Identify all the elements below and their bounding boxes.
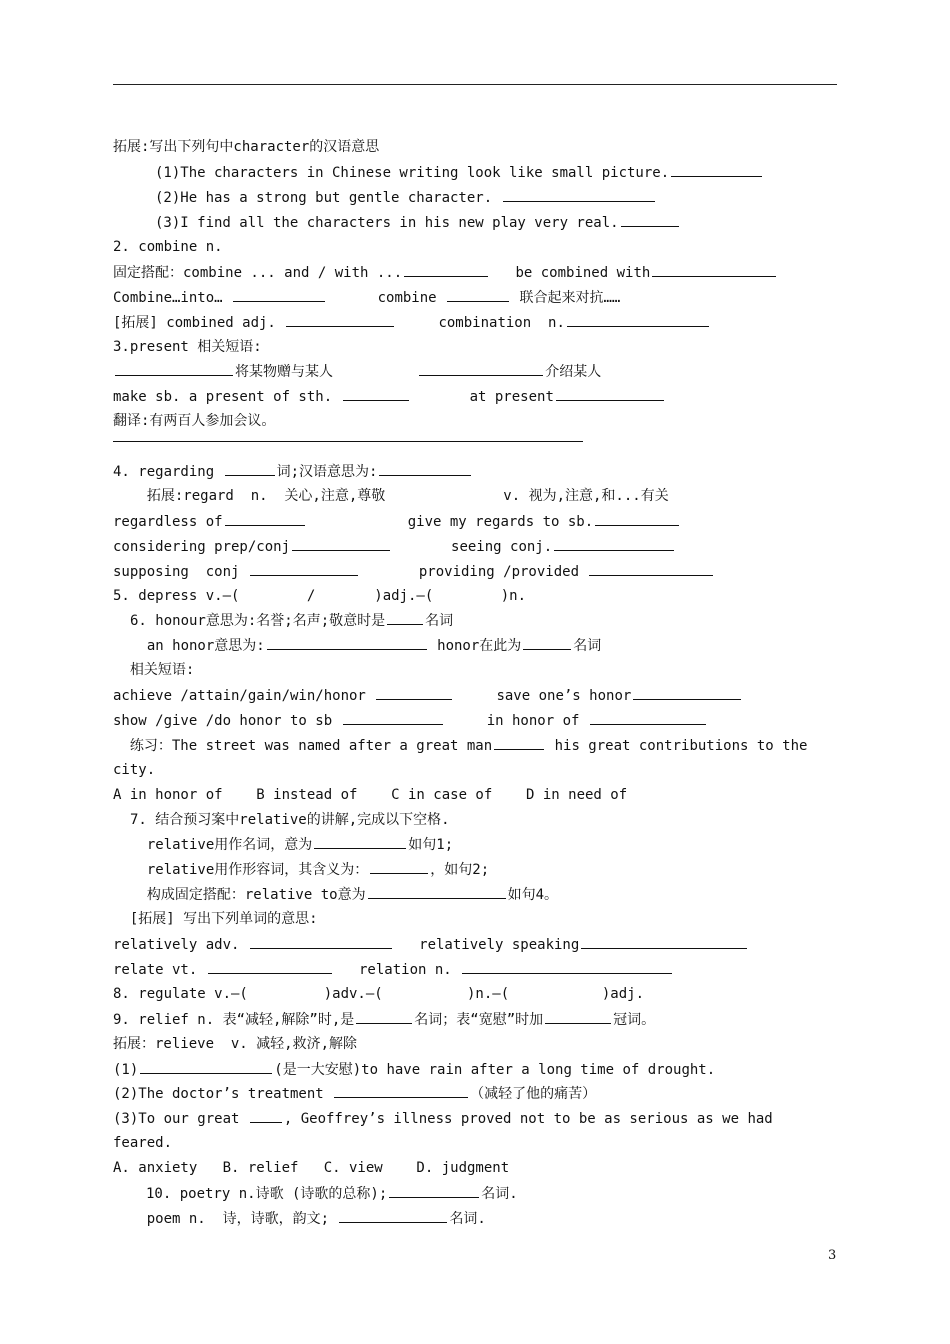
- line-text: 构成固定搭配：relative to意为: [130, 887, 366, 903]
- answer-blank[interactable]: [250, 561, 358, 576]
- worksheet-line: [155, 212, 681, 232]
- page-number: 3: [828, 1248, 837, 1263]
- worksheet-line: [130, 635, 601, 655]
- line-text: 5. depress v.—( / )adj.—( )n.: [113, 588, 527, 604]
- line-text: [拓展] 写出下列单词的意思:: [113, 911, 318, 927]
- worksheet-line: [113, 760, 155, 780]
- line-text: give my regards to sb.: [306, 514, 594, 530]
- line-text: providing /provided: [359, 564, 588, 580]
- answer-blank[interactable]: [286, 312, 394, 327]
- line-text: be combined with: [490, 265, 651, 281]
- line-text: relatively adv.: [113, 937, 248, 953]
- answer-blank[interactable]: [370, 859, 428, 874]
- answer-blank[interactable]: [379, 461, 471, 476]
- line-text: combine: [327, 290, 446, 306]
- line-text: (3)To our great: [113, 1111, 248, 1127]
- answer-blank[interactable]: [140, 1059, 272, 1074]
- line-text: 冠词。: [613, 1012, 656, 1028]
- worksheet-line: [130, 884, 558, 904]
- line-text: combination n.: [396, 315, 565, 331]
- answer-blank[interactable]: [494, 735, 544, 750]
- answer-blank[interactable]: [652, 262, 776, 277]
- line-text: 名词；表“宽慰”时加: [414, 1012, 544, 1028]
- worksheet-line: [113, 411, 275, 431]
- line-text: 名词: [425, 613, 454, 629]
- line-text: save one’s honor: [454, 688, 632, 704]
- worksheet-line: [113, 511, 681, 531]
- worksheet-line: [113, 137, 379, 157]
- worksheet-line: [130, 486, 669, 506]
- line-text: 如句4。: [507, 887, 559, 903]
- header-rule: [113, 84, 837, 85]
- answer-blank[interactable]: [343, 710, 443, 725]
- line-text: feared.: [113, 1135, 173, 1151]
- line-text: in honor of: [444, 713, 588, 729]
- line-text: 名词: [573, 638, 602, 654]
- answer-blank[interactable]: [368, 884, 506, 899]
- line-text: A. anxiety B. relief C. view D. judgment: [113, 1160, 510, 1176]
- answer-blank[interactable]: [387, 610, 423, 625]
- worksheet-line: [113, 984, 644, 1004]
- worksheet-line: [155, 187, 657, 207]
- worksheet-line: [113, 909, 318, 929]
- worksheet-line: [113, 386, 666, 406]
- answer-blank[interactable]: [581, 934, 747, 949]
- answer-blank[interactable]: [334, 1083, 468, 1098]
- line-text: regardless of: [113, 514, 223, 530]
- worksheet-line: [146, 1183, 518, 1203]
- answer-blank[interactable]: [389, 1183, 479, 1198]
- line-text: 将某物赠与某人: [235, 364, 418, 380]
- line-text: seeing conj.: [392, 539, 553, 555]
- line-text: show /give /do honor to sb: [113, 713, 341, 729]
- worksheet-line: [130, 834, 453, 854]
- line-text: (3)I find all the characters in his new play very real.: [155, 215, 619, 231]
- line-text: 6. honour意思为:名誉;名声;敬意时是: [130, 613, 386, 629]
- line-text: supposing conj: [113, 564, 248, 580]
- line-text: (2)The doctor’s treatment: [113, 1086, 333, 1102]
- line-text: 如句1;: [408, 837, 454, 853]
- worksheet-line: [113, 312, 711, 332]
- line-text: 3.present 相关短语:: [113, 339, 262, 355]
- answer-blank[interactable]: [590, 710, 706, 725]
- worksheet-line: [113, 337, 262, 357]
- answer-blank[interactable]: [233, 287, 325, 302]
- answer-blank[interactable]: [343, 386, 409, 401]
- line-text: (2)He has a strong but gentle character.: [155, 190, 501, 206]
- line-text: an honor意思为:: [130, 638, 265, 654]
- answer-blank[interactable]: [376, 685, 452, 700]
- worksheet-line: [113, 1034, 357, 1054]
- worksheet-line: [113, 1158, 509, 1178]
- line-text: his great contributions to the: [546, 738, 808, 754]
- line-text: considering prep/conj: [113, 539, 291, 555]
- line-text: 翻译:有两百人参加会议。: [113, 413, 276, 429]
- line-text: 7. 结合预习案中relative的讲解,完成以下空格.: [130, 812, 450, 828]
- line-text: (是一大安慰)to have rain after a long time of drought.: [274, 1062, 716, 1078]
- line-text: relation n.: [333, 962, 461, 978]
- line-text: relatively speaking: [393, 937, 580, 953]
- answer-blank[interactable]: [447, 287, 509, 302]
- worksheet-line: [113, 1133, 172, 1153]
- answer-blank[interactable]: [225, 461, 275, 476]
- answer-blank[interactable]: [267, 635, 427, 650]
- answer-blank[interactable]: [633, 685, 741, 700]
- line-text: make sb. a present of sth.: [113, 389, 341, 405]
- answer-blank[interactable]: [621, 212, 679, 227]
- worksheet-line: [113, 959, 674, 979]
- line-text: achieve /attain/gain/win/honor: [113, 688, 375, 704]
- line-text: (1): [113, 1062, 139, 1078]
- worksheet-line: [130, 859, 489, 879]
- worksheet-line: [113, 1009, 655, 1029]
- worksheet-line: [113, 536, 676, 556]
- line-text: 练习：The street was named after a great man: [113, 738, 493, 754]
- worksheet-line: [113, 1108, 773, 1128]
- worksheet-line: [113, 361, 601, 381]
- worksheet-line: [113, 1208, 486, 1228]
- line-text: ，如句2;: [430, 862, 490, 878]
- answer-blank[interactable]: [523, 635, 571, 650]
- translation-answer-line: [113, 441, 583, 442]
- answer-blank[interactable]: [556, 386, 664, 401]
- answer-blank[interactable]: [462, 959, 672, 974]
- line-text: 拓展:写出下列句中character的汉语意思: [113, 139, 380, 155]
- line-text: 9. relief n. 表“减轻,解除”时,是: [113, 1012, 355, 1028]
- answer-blank[interactable]: [567, 312, 709, 327]
- line-text: 名词.: [481, 1186, 518, 1202]
- worksheet-line: [113, 710, 708, 730]
- line-text: 拓展：relieve v. 减轻,救济,解除: [113, 1036, 358, 1052]
- line-text: relative用作名词，意为: [130, 837, 313, 853]
- line-text: 相关短语:: [113, 662, 195, 678]
- line-text: relative用作形容词，其含义为：: [130, 862, 369, 878]
- line-text: A in honor of B instead of C in case of D in need of: [113, 787, 628, 803]
- answer-blank[interactable]: [545, 1009, 611, 1024]
- answer-blank[interactable]: [419, 361, 543, 376]
- answer-blank[interactable]: [314, 834, 406, 849]
- worksheet-line: [113, 561, 715, 581]
- line-text: 4. regarding: [113, 464, 223, 480]
- line-text: at present: [410, 389, 554, 405]
- line-text: (1)The characters in Chinese writing look like small picture.: [155, 165, 670, 181]
- answer-blank[interactable]: [595, 511, 679, 526]
- line-text: 8. regulate v.—( )adv.—( )n.—( )adj.: [113, 986, 645, 1002]
- worksheet-line: [113, 785, 627, 805]
- line-text: relate vt.: [113, 962, 206, 978]
- answer-blank[interactable]: [356, 1009, 412, 1024]
- line-text: poem n. 诗，诗歌，韵文;: [113, 1211, 338, 1227]
- worksheet-line: [130, 610, 453, 630]
- line-text: honor在此为: [428, 638, 522, 654]
- line-text: （减轻了他的痛苦）: [470, 1086, 597, 1102]
- answer-blank[interactable]: [208, 959, 332, 974]
- worksheet-line: [113, 1083, 596, 1103]
- answer-blank[interactable]: [225, 511, 305, 526]
- line-text: 介绍某人: [545, 364, 602, 380]
- line-text: 拓展:regard n. 关心,注意,尊敬 v. 视为,注意,和...有关: [130, 488, 669, 504]
- line-text: 2. combine n.: [113, 239, 223, 255]
- line-text: [拓展] combined adj.: [113, 315, 285, 331]
- answer-blank[interactable]: [589, 561, 713, 576]
- worksheet-line: [130, 810, 450, 830]
- line-text: 固定搭配：combine ... and / with ...: [113, 265, 403, 281]
- worksheet-line: [113, 237, 223, 257]
- line-text: city.: [113, 762, 156, 778]
- line-text: 名词.: [449, 1211, 486, 1227]
- worksheet-line: [113, 287, 620, 307]
- worksheet-line: [113, 660, 194, 680]
- worksheet-line: [113, 586, 526, 606]
- worksheet-line: [113, 685, 743, 705]
- worksheet-line: [113, 461, 473, 481]
- line-text: , Geoffrey’s illness proved not to be as serious as we had: [283, 1111, 773, 1127]
- answer-blank[interactable]: [292, 536, 390, 551]
- line-text: 10. poetry n.诗歌 (诗歌的总称);: [146, 1186, 388, 1202]
- answer-blank[interactable]: [671, 162, 762, 177]
- answer-blank[interactable]: [404, 262, 488, 277]
- answer-blank[interactable]: [503, 187, 655, 202]
- worksheet-line: [113, 1059, 715, 1079]
- line-text: 词;汉语意思为:: [276, 464, 378, 480]
- answer-blank[interactable]: [115, 361, 233, 376]
- line-text: Combine…into…: [113, 290, 232, 306]
- worksheet-line: [155, 162, 764, 182]
- answer-blank[interactable]: [554, 536, 674, 551]
- answer-blank[interactable]: [250, 934, 392, 949]
- answer-blank[interactable]: [250, 1108, 282, 1123]
- worksheet-line: [113, 735, 807, 755]
- worksheet-line: [113, 262, 778, 282]
- worksheet-line: [113, 934, 749, 954]
- answer-blank[interactable]: [339, 1208, 447, 1223]
- line-text: 联合起来对抗……: [511, 290, 621, 306]
